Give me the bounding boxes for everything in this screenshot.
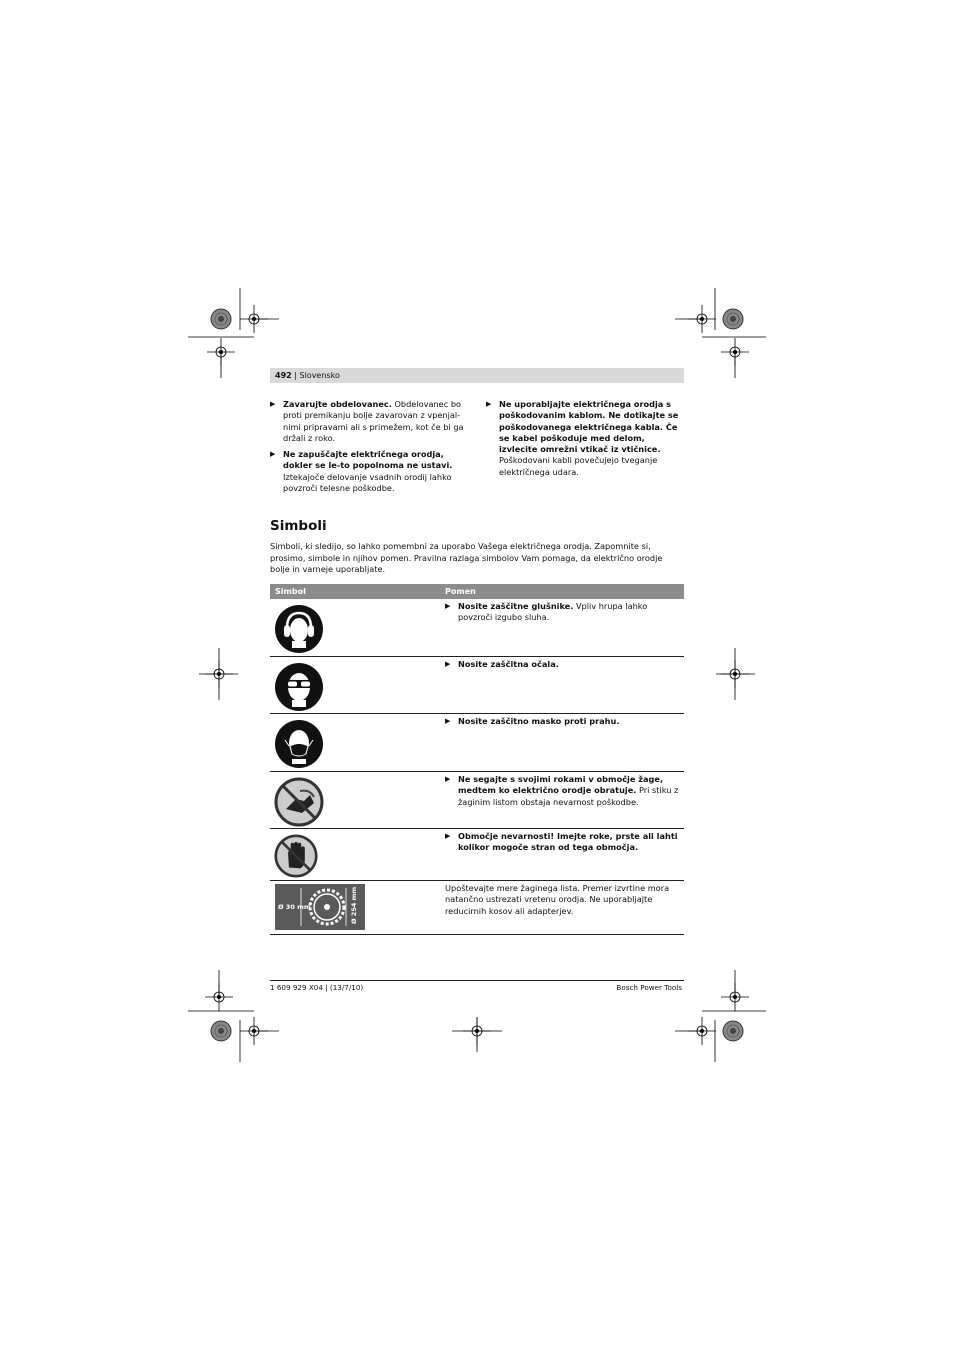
list-item: ▶ Nosite zaščitno masko proti prahu. <box>445 716 620 726</box>
arrow-bullet-icon: ▶ <box>486 400 492 408</box>
table-row <box>270 657 684 714</box>
eye-protection-icon <box>274 662 324 712</box>
bore-label: 30 mm <box>285 903 311 911</box>
table-header <box>270 584 684 599</box>
arrow-bullet-icon: ▶ <box>445 775 451 783</box>
ear-protection-icon <box>274 604 324 654</box>
table-row <box>270 714 684 772</box>
header-language: Slovensko <box>299 371 340 380</box>
table-row <box>270 599 684 657</box>
page-header: 492 | Slovensko <box>270 368 684 383</box>
arrow-bullet-icon: ▶ <box>270 450 276 459</box>
list-item: ▶ Zavarujte obdelovanec. Obdelovanec bo proti premikanju bolje zavarovan z vpenjal-nimi pripravami ali s primežem, kot če bi ga držali z roko. <box>270 399 464 443</box>
right-column <box>486 399 684 483</box>
table-row <box>270 772 684 829</box>
symbols-table <box>270 584 684 935</box>
list-item: ▶ Ne segajte s svojimi rokami v območje žage, medtem ko električno orodje obratuje. Pri stiku z žaginim listom obstaja nevarnost poškodbe. <box>445 774 679 807</box>
list-item: ▶ Območje nevarnosti! Imejte roke, prste ali lahti kolikor mogoče stran od tega območja. <box>445 831 678 853</box>
column-header-symbol: Simbol <box>275 587 306 596</box>
arrow-bullet-icon: ▶ <box>270 400 276 408</box>
page-footer <box>270 980 684 992</box>
arrow-bullet-icon: ▶ <box>445 717 451 725</box>
footer-doc-number: 1 609 929 X04 | (13/7/10) <box>270 983 364 992</box>
saw-blade-dimensions-icon <box>275 884 365 930</box>
list-item: ▶ Ne zapuščajte električnega orodja, dokler se le-to popolnoma ne ustavi. Iztekajoče delovanje vsadnih orodij lahko povzroči telesne poškodbe. <box>270 449 453 494</box>
column-header-meaning: Pomen <box>445 587 476 596</box>
list-item: ▶ Nosite zaščitna očala. <box>445 659 559 669</box>
left-column <box>270 399 468 499</box>
list-item: ▶ Ne uporabljajte električnega orodja s poškodovanim kablom. Ne dotikajte se poškodovanega električnega kabla. Če se kabel poškoduje med delom, izvlecite omrežni vtikač iz vtičnice. Poškodovani kabli povečujejo tveganje električnega udara. <box>486 399 679 477</box>
diameter-label: 254 mm <box>350 886 358 917</box>
no-hands-saw-icon <box>274 777 324 827</box>
section-title: Simboli <box>270 518 327 534</box>
arrow-bullet-icon: ▶ <box>445 602 451 610</box>
dust-mask-icon <box>274 719 324 769</box>
arrow-bullet-icon: ▶ <box>445 832 451 840</box>
table-row: Ø 30 mm Ø 254 mm Upoštevajte mere žaginega lista. Premer izvrtine mora natančno ustrezati vretenu orodja. Ne uporabljajte reducirnih kosov ali adapterjev. <box>270 881 684 935</box>
page-number: 492 <box>275 371 292 380</box>
arrow-bullet-icon: ▶ <box>445 660 451 668</box>
section-intro: Simboli, ki sledijo, so lahko pomembni za uporabo Vašega električnega orodja. Zapomnite si, prosimo, simbole in njihov pomen. Pravilna razlaga simbolov Vam pomaga, da električno orodje bolje in varneje uporabljate. <box>270 541 663 574</box>
footer-brand: Bosch Power Tools <box>616 983 682 992</box>
no-hand-zone-icon <box>274 834 318 878</box>
table-row <box>270 829 684 881</box>
svg-text:Ø 254 mm: Ø 254 mm <box>350 886 358 924</box>
list-item: ▶ Nosite zaščitne glušnike. Vpliv hrupa lahko povzroči izgubo sluha. <box>445 601 648 623</box>
svg-text:Ø 30 mm: Ø 30 mm <box>278 903 311 911</box>
